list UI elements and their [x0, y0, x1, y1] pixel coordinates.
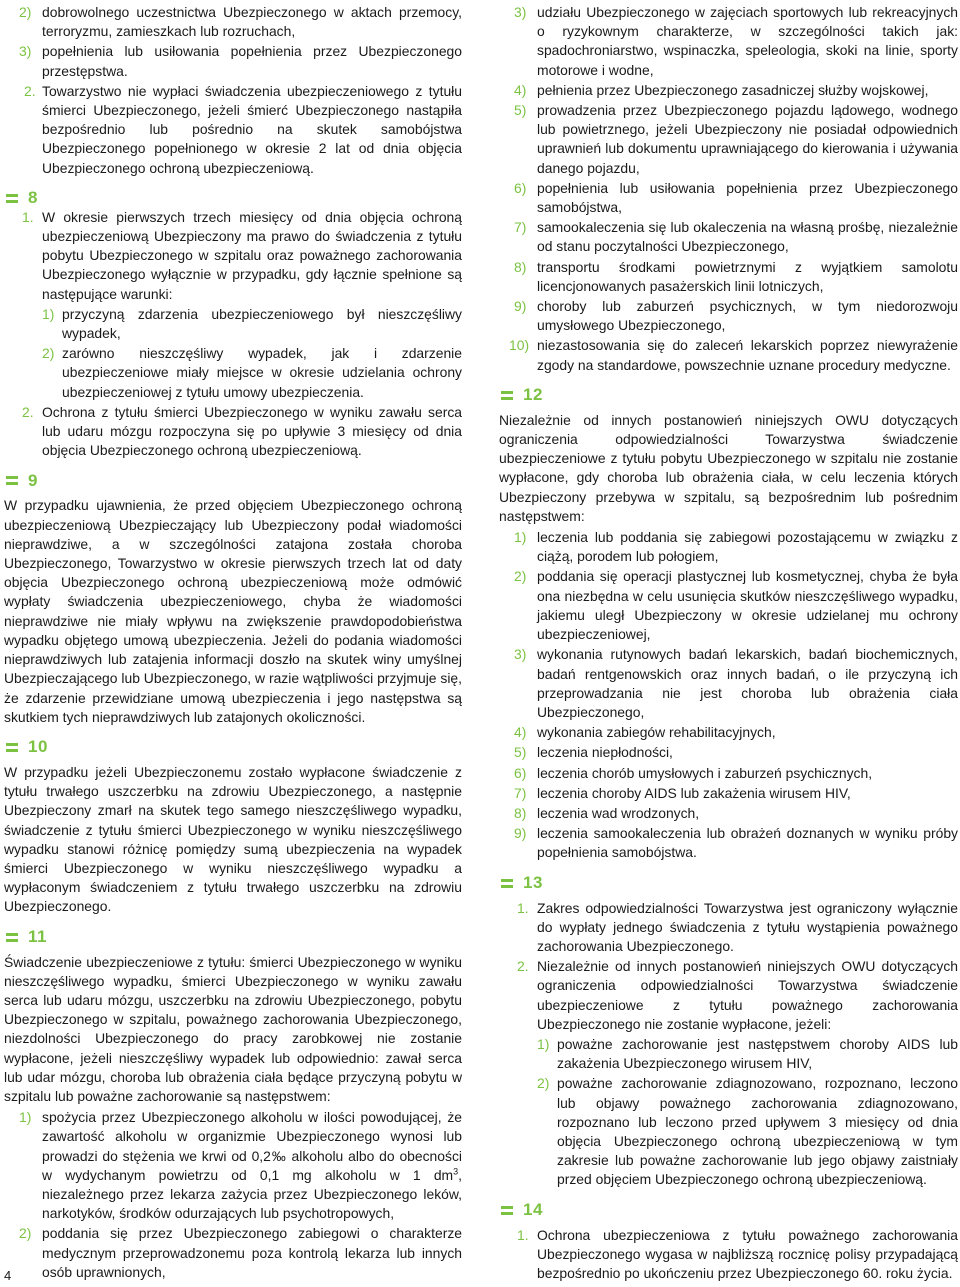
item-text: leczenia chorób umysłowych i zaburzeń psychicznych, [537, 764, 873, 781]
item-number: 8) [514, 258, 527, 275]
item-number: 5) [514, 102, 527, 119]
item-number: 3) [514, 4, 527, 20]
item-number: 9) [514, 298, 527, 315]
item-text: poważne zachorowanie zdiagnozowano, rozpoznano, leczono lub objawy poważnego zachorowania zdiagnozowano, rozpoznano lub leczono przed upływem 3 miesięcy od dnia objęcia Ubezpieczonego ochroną ubezpieczeniową w tym zakresie lub poważne zachorowanie lub jego objawy zaistniały przed objęciem Ubezpieczonego ochroną ubezpieczeniową. [557, 1075, 958, 1188]
item-number: 4) [514, 724, 527, 741]
section-sign-icon [4, 188, 22, 208]
left-column [4, 3, 462, 1283]
section-number: 13 [523, 872, 543, 892]
item-number: 3) [514, 646, 527, 663]
section-number: 9 [28, 470, 38, 490]
item-number: 8) [514, 804, 527, 821]
item-number: 10) [509, 337, 530, 354]
item-text: wykonania rutynowych badań lekarskich, badań biochemicznych, badań rentgenowskich oraz innych badań, o ile przyczyną ich przeprowadzania nie jest choroba lub obrażenia ciała Ubezpieczonego, [537, 646, 958, 720]
section-number: 14 [523, 1199, 543, 1219]
item-text: niezastosowania się do zaleceń lekarskich poprzez niewyrażenie zgody na standardowe, powszechnie uznane procedury medyczne. [537, 337, 958, 373]
item-number: 2) [19, 1225, 32, 1242]
list-item [499, 528, 958, 566]
list-item [4, 1108, 462, 1223]
item-text: choroby lub zaburzeń psychicznych, w tym niedorozwoju umysłowego Ubezpieczonego, [537, 298, 958, 334]
list-item [499, 258, 958, 296]
item-text: samookaleczenia się lub okaleczenia na własną prośbę, niezależnie od stanu poczytalności Ubezpieczonego, [537, 219, 958, 255]
item-number: 2. [22, 403, 34, 420]
section-heading-8 [4, 186, 462, 210]
item-number: 2) [19, 4, 32, 20]
list-item [4, 1224, 462, 1282]
item-number: 1) [537, 1035, 550, 1052]
list-item [4, 208, 462, 304]
item-text: Ochrona z tytułu śmierci Ubezpieczonego w wyniku zawału serca lub udaru mózgu rozpoczyna się po upływie 3 miesięcy od dnia objęcia Ubezpieczonego ochroną ubezpieczeniową. [42, 403, 462, 459]
item-text: leczenia choroby AIDS lub zakażenia wirusem HIV, [537, 784, 851, 801]
item-number: 2) [537, 1075, 550, 1092]
item-text: transportu środkami powietrznymi z wyjątkiem samolotu licencjonowanych pasażerskich linii lotniczych, [537, 258, 958, 294]
item-text: prowadzenia przez Ubezpieczonego pojazdu lądowego, wodnego lub powietrznego, jeżeli Ubezpieczony nie posiadał odpowiednich uprawnień lub dokumentu uprawniającego do kierowania i używania danego pojazdu, [537, 102, 958, 176]
list-item [499, 101, 958, 178]
section-heading-13 [499, 871, 958, 895]
item-number: 7) [514, 219, 527, 236]
page-number: 4 [4, 1268, 12, 1283]
item-text: przyczyną zdarzenia ubezpieczeniowego był nieszczęśliwy wypadek, [62, 305, 462, 342]
section-heading-9 [4, 468, 462, 492]
item-text: spożycia przez Ubezpieczonego alkoholu w ilości powodującej, że zawartość alkoholu w organizmie Ubezpieczonego wynosi lub prowadzi do stężenia we krwi od 0,2‰ alkoholu albo do obecności w wydychanym powietrzu od 0,1 mg alkoholu w 1 dm [42, 1109, 462, 1183]
list-item [4, 344, 462, 402]
list-item [499, 81, 958, 100]
item-number: 6) [514, 179, 527, 196]
list-item [499, 824, 958, 862]
list-item [4, 305, 462, 343]
section-sign-icon [499, 873, 517, 893]
item-text: zarówno nieszczęśliwy wypadek, jak i zdarzenie ubezpieczeniowe miały miejsce w okresie udzielania ochrony ubezpieczeniowej z tytułu umowy ubezpieczenia. [62, 345, 462, 400]
item-text: poddania się operacji plastycznej lub kosmetycznej, chyba że była ona niezbędna w celu usunięcia skutków nieszczęśliwego wypadku, jakiemu uległ Ubezpieczony w okresie udzielanej mu ochrony ubezpieczeniowej, [537, 568, 958, 643]
item-number: 2. [517, 958, 529, 975]
item-text: leczenia samookaleczenia lub obrażeń doznanych w wyniku próby popełnienia samobójstwa. [537, 825, 958, 861]
item-number: 5) [514, 744, 527, 761]
item-number: 4) [514, 81, 527, 98]
section-sign-icon [499, 1200, 517, 1220]
paragraph: W przypadku jeżeli Ubezpieczonemu zostało wypłacone świadczenie z tytułu trwałego uszczerbku na zdrowiu Ubezpieczonego, a następnie Ubezpieczony zmarł na skutek tego samego nieszczęśliwego wypadku, świadczenie z tytułu śmierci Ubezpieczonego w wyniku nieszczęśliwego wypadku stanowi różnicę pomiędzy sumą ubezpieczenia na wypadek śmierci Ubezpieczonego w wyniku nieszczęśliwego wypadku a wypłaconym świadczeniem z tytułu trwałego uszczerbku na zdrowiu Ubezpieczonego. [4, 763, 462, 915]
item-text: W okresie pierwszych trzech miesięcy od dnia objęcia ochroną ubezpieczeniową Ubezpieczony ma prawo do świadczenia z tytułu pobytu Ubezpieczonego w szpitalu oraz poważnego zachorowania Ubezpieczonego wyłącznie w przypadku, gdy łącznie spełnione są następujące warunki: [42, 208, 462, 302]
list-item [499, 784, 958, 803]
item-number: 7) [514, 784, 527, 801]
list-item [499, 1074, 958, 1189]
item-text: Ochrona ubezpieczeniowa z tytułu poważnego zachorowania Ubezpieczonego wygasa w najbliższą rocznicę polisy przypadającą bezpośrednio po ukończeniu przez Ubezpieczonego 60. roku życia. [537, 1226, 958, 1281]
paragraph: Świadczenie ubezpieczeniowe z tytułu: śmierci Ubezpieczonego w wyniku nieszczęśliwego wypadku, śmierci Ubezpieczonego w wyniku zawału serca lub udaru mózgu, uszczerbku na zdrowiu Ubezpieczonego, pobytu Ubezpieczonego w szpitalu, poważnego zachorowania Ubezpieczonego, niezdolności Ubezpieczonego do pracy zarobkowej nie zostanie wypłacone, jeżeli nieszczęśliwy wypadek lub odpowiednio: zawał serca lub udar mózgu, choroba lub obrażenia ciała będące przyczyną pobytu w szpitalu lub poważne zachorowanie są następstwem: [4, 953, 462, 1104]
item-text: wykonania zabiegów rehabilitacyjnych, [537, 724, 776, 741]
section-heading-12 [499, 383, 958, 407]
item-number: 1. [517, 1226, 529, 1243]
item-text: Zakres odpowiedzialności Towarzystwa jest ograniczony wyłącznie do wypłaty jednego świadczenia z tytułu wystąpienia poważnego zachorowania Ubezpieczonego. [537, 899, 958, 954]
item-number: 1. [517, 899, 529, 916]
section-number: 8 [28, 188, 38, 208]
list-item [499, 3, 958, 80]
item-text: poważne zachorowanie jest następstwem choroby AIDS lub zakażenia Ubezpieczonego wirusem HIV, [557, 1035, 958, 1072]
section-sign-icon [4, 737, 22, 757]
list-item [4, 82, 462, 178]
superscript: 3 [453, 1166, 459, 1177]
list-item [499, 957, 958, 1034]
item-text: poddania się przez Ubezpieczonego zabiegowi o charakterze medycznym przeprowadzonemu poza kontrolą lekarza lub innych osób uprawnionych, [42, 1225, 462, 1280]
list-item [499, 179, 958, 217]
section-number: 11 [28, 926, 47, 946]
list-item [499, 743, 958, 762]
list-item [499, 764, 958, 783]
item-number: 1) [514, 529, 527, 546]
item-text: Towarzystwo nie wypłaci świadczenia ubezpieczeniowego z tytułu śmierci Ubezpieczonego, jeżeli śmierć Ubezpieczonego nastąpiła bezpośrednio lub pośrednio na skutek samobójstwa Ubezpieczonego popełnionego w okresie 2 lat od dnia objęcia Ubezpieczonego ochroną ubezpieczeniową. [42, 82, 462, 176]
list-item [499, 218, 958, 256]
item-text: leczenia lub poddania się zabiegowi pozostającemu w związku z ciążą, porodem lub połogiem, [537, 529, 958, 565]
item-text: pełnienia przez Ubezpieczonego zasadniczej służby wojskowej, [537, 81, 929, 98]
section-heading-11 [4, 925, 462, 949]
section-number: 12 [523, 385, 543, 405]
item-text: , niezależnego przez lekarza zażycia przez Ubezpieczonego leków, narkotyków, środków odurzających lub psychotropowych, [42, 1166, 462, 1222]
item-text: leczenia niepłodności, [537, 744, 673, 761]
item-number: 9) [514, 825, 527, 842]
list-item [4, 3, 462, 41]
section-sign-icon [4, 927, 22, 947]
item-number: 2) [42, 345, 55, 362]
paragraph: W przypadku ujawnienia, że przed objęciem Ubezpieczonego ochroną ubezpieczeniową Ubezpieczający lub Ubezpieczony podał wiadomości nieprawdziwe, a w szczególności zatajona została choroba Ubezpieczonego, Towarzystwo w okresie pierwszych trzech lat od daty objęcia Ubezpieczonego ochroną ubezpieczeniową może odmówić wypłaty świadczenia ubezpieczeniowego, chyba że wiadomości nieprawdziwe nie miały wpływu na zwiększenie prawdopodobieństwa wypadku objętego umową ubezpieczenia. Jeżeli do podania wiadomości nieprawdziwych lub zatajenia informacji doszło na skutek winy umyślnej Ubezpieczającego lub Ubezpieczonego, w razie wątpliwości przyjmuje się, że zdarzenie przewidziane umową ubezpieczenia i jego następstwa są skutkiem tych nieprawdziwych lub zatajonych okoliczności. [4, 497, 462, 725]
list-item [499, 297, 958, 335]
item-text: leczenia wad wrodzonych, [537, 804, 700, 821]
item-text: dobrowolnego uczestnictwa Ubezpieczonego w aktach przemocy, terroryzmu, zamieszkach lub rozruchach, [42, 4, 462, 40]
list-item [4, 42, 462, 80]
item-text: popełnienia lub usiłowania popełnienia przez Ubezpieczonego samobójstwa, [537, 179, 958, 216]
right-column [499, 3, 958, 1284]
list-item [499, 1035, 958, 1073]
item-number: 1) [42, 305, 55, 322]
list-item [4, 403, 462, 461]
list-item [499, 1226, 958, 1284]
section-sign-icon [499, 385, 517, 405]
item-text: Niezależnie od innych postanowień niniejszych OWU dotyczących ograniczenia odpowiedzialności Towarzystwa świadczenie ubezpieczeniowe z tytułu poważnego zachorowania Ubezpieczonego nie zostanie wypłacone, jeżeli: [537, 958, 958, 1032]
list-item [499, 899, 958, 957]
item-text: popełnienia lub usiłowania popełnienia przez Ubezpieczonego przestępstwa. [42, 43, 462, 79]
paragraph: Niezależnie od innych postanowień niniejszych OWU dotyczących ograniczenia odpowiedzialności Towarzystwa świadczenie ubezpieczeniowe z tytułu pobytu Ubezpieczonego w szpitalu nie zostanie wypłacone, gdy choroba lub obrażenia ciała, w celu leczenia których Ubezpieczony przebywa w szpitalu, są bezpośrednim lub pośrednim następstwem: [499, 411, 958, 524]
section-sign-icon [4, 470, 22, 490]
item-text: udziału Ubezpieczonego w zajęciach sportowych lub rekreacyjnych o ryzykownym charakterze, w szczególności takich jak: spadochroniarstwo, wspinaczka, speleologia, skoki na linie, sporty motorowe i wodne, [537, 4, 958, 78]
item-number: 3) [19, 43, 32, 60]
section-heading-14 [499, 1198, 958, 1222]
list-item [499, 723, 958, 742]
item-number: 1) [19, 1109, 32, 1126]
list-item [499, 804, 958, 823]
item-number: 6) [514, 764, 527, 781]
item-number: 2. [24, 82, 36, 99]
section-number: 10 [28, 737, 48, 757]
item-number: 1. [22, 208, 34, 225]
list-item [499, 567, 958, 644]
list-item [499, 336, 958, 374]
list-item [499, 645, 958, 722]
item-number: 2) [514, 568, 527, 585]
section-heading-10 [4, 735, 462, 759]
